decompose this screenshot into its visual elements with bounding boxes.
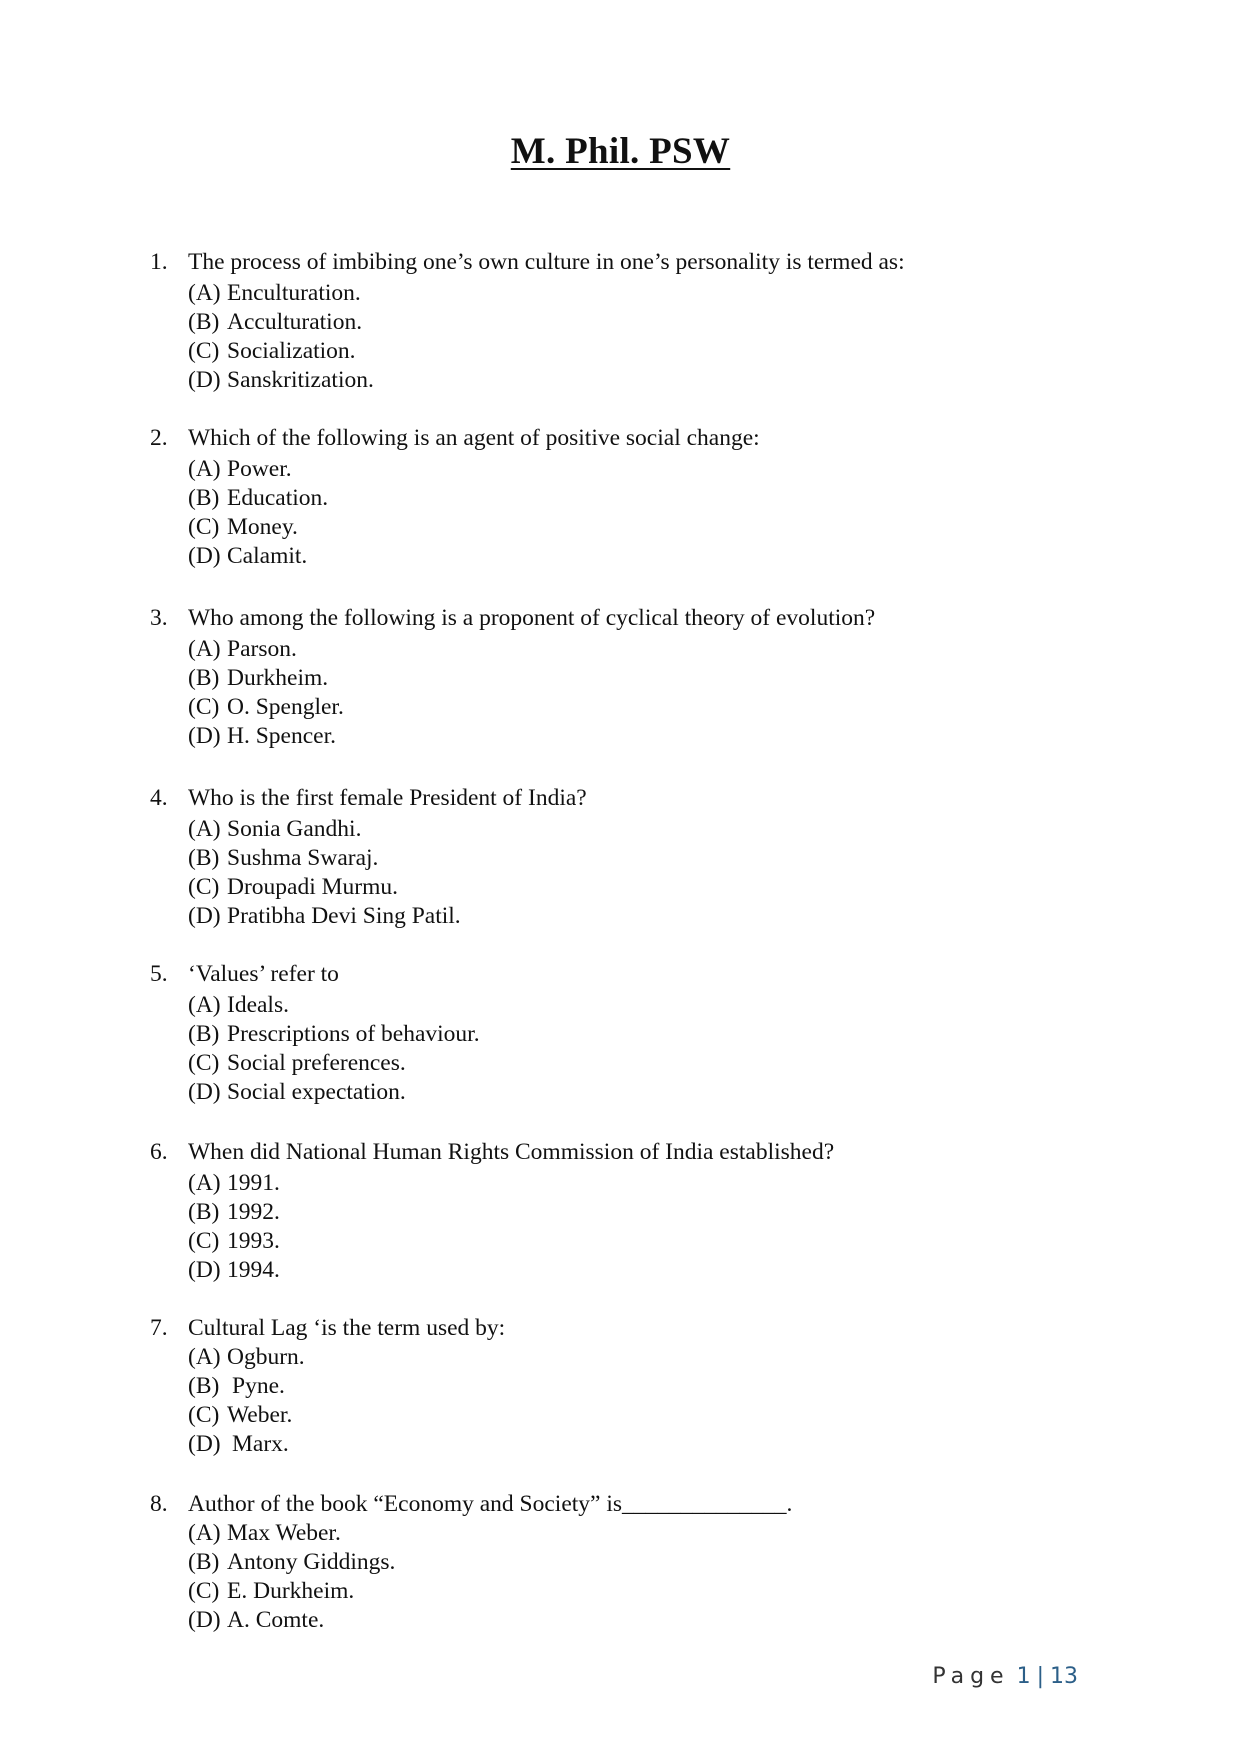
option-text: O. Spengler. xyxy=(227,694,344,720)
option-text: Sonia Gandhi. xyxy=(227,816,362,842)
page-number: 1 xyxy=(1016,1664,1031,1689)
page-footer xyxy=(932,1664,1078,1689)
question-text: The process of imbibing one’s own culture in one’s personality is termed as: xyxy=(188,249,905,275)
option-text: 1992. xyxy=(227,1199,280,1225)
option-label: (B) xyxy=(188,309,220,335)
question-1 xyxy=(150,248,1100,395)
option-text: Ideals. xyxy=(227,992,289,1018)
question-stem xyxy=(150,424,1100,455)
question-4 xyxy=(150,784,1100,931)
option-c xyxy=(188,1227,1100,1256)
question-number: 6. xyxy=(150,1139,168,1165)
option-label: (A) xyxy=(188,456,221,482)
option-c xyxy=(188,693,1100,722)
option-a xyxy=(188,279,1100,308)
option-label: (D) xyxy=(188,903,221,929)
option-text: 1991. xyxy=(227,1170,280,1196)
question-stem xyxy=(150,1490,1100,1519)
option-label: (D) xyxy=(188,723,221,749)
option-text: Pyne. xyxy=(232,1373,285,1399)
option-text: Max Weber. xyxy=(227,1520,341,1546)
option-d xyxy=(188,1430,1100,1459)
option-text: Education. xyxy=(227,485,329,511)
option-label: (A) xyxy=(188,1344,221,1370)
question-text: ‘Values’ refer to xyxy=(188,961,339,987)
option-text: Sushma Swaraj. xyxy=(227,845,379,871)
option-label: (A) xyxy=(188,816,221,842)
option-c xyxy=(188,1401,1100,1430)
option-text: H. Spencer. xyxy=(227,723,336,749)
option-text: Social preferences. xyxy=(227,1050,406,1076)
option-text: Money. xyxy=(227,514,298,540)
option-label: (C) xyxy=(188,1050,220,1076)
option-text: Sanskritization. xyxy=(227,367,374,393)
option-label: (A) xyxy=(188,1520,221,1546)
option-label: (D) xyxy=(188,1079,221,1105)
option-d xyxy=(188,366,1100,395)
option-text: Ogburn. xyxy=(227,1344,305,1370)
question-6 xyxy=(150,1138,1100,1285)
option-c xyxy=(188,513,1100,542)
option-list xyxy=(188,455,1100,571)
option-list xyxy=(188,1169,1100,1285)
option-a xyxy=(188,1519,1100,1548)
option-b xyxy=(188,308,1100,337)
option-text: Antony Giddings. xyxy=(227,1549,396,1575)
question-stem xyxy=(150,1314,1100,1343)
option-text: Prescriptions of behaviour. xyxy=(227,1021,480,1047)
question-stem xyxy=(150,1138,1100,1169)
question-stem xyxy=(150,784,1100,815)
option-a xyxy=(188,815,1100,844)
option-text: 1994. xyxy=(227,1257,280,1283)
question-stem xyxy=(150,248,1100,279)
question-number: 8. xyxy=(150,1491,168,1517)
option-list xyxy=(188,635,1100,751)
option-text: Socialization. xyxy=(227,338,356,364)
option-d xyxy=(188,542,1100,571)
option-label: (B) xyxy=(188,1021,220,1047)
page-word: Page xyxy=(932,1664,1010,1689)
option-label: (D) xyxy=(188,1607,221,1633)
option-a xyxy=(188,455,1100,484)
question-number: 7. xyxy=(150,1315,168,1341)
question-stem xyxy=(150,960,1100,991)
question-text: Which of the following is an agent of positive social change: xyxy=(188,425,760,451)
option-label: (D) xyxy=(188,543,221,569)
option-text: Acculturation. xyxy=(227,309,363,335)
option-label: (D) xyxy=(188,367,221,393)
option-label: (B) xyxy=(188,1199,220,1225)
option-text: Droupadi Murmu. xyxy=(227,874,399,900)
option-text: Social expectation. xyxy=(227,1079,406,1105)
option-a xyxy=(188,991,1100,1020)
option-c xyxy=(188,1049,1100,1078)
option-c xyxy=(188,873,1100,902)
option-label: (B) xyxy=(188,665,220,691)
question-text: Author of the book “Economy and Society” is______________. xyxy=(188,1491,793,1517)
option-a xyxy=(188,1343,1100,1372)
option-label: (D) xyxy=(188,1257,221,1283)
option-text: E. Durkheim. xyxy=(227,1578,355,1604)
option-label: (C) xyxy=(188,338,220,364)
option-b xyxy=(188,1548,1100,1577)
option-a xyxy=(188,635,1100,664)
option-list xyxy=(188,1343,1100,1459)
option-b xyxy=(188,484,1100,513)
option-list xyxy=(188,991,1100,1107)
question-text: Who among the following is a proponent of cyclical theory of evolution? xyxy=(188,605,876,631)
page-separator: | xyxy=(1036,1664,1044,1689)
option-label: (A) xyxy=(188,280,221,306)
option-label: (C) xyxy=(188,1228,220,1254)
option-b xyxy=(188,1372,1100,1401)
option-list xyxy=(188,1519,1100,1635)
option-b xyxy=(188,664,1100,693)
option-label: (A) xyxy=(188,636,221,662)
question-8 xyxy=(150,1490,1100,1635)
option-label: (C) xyxy=(188,694,220,720)
option-text: Pratibha Devi Sing Patil. xyxy=(227,903,461,929)
option-d xyxy=(188,1256,1100,1285)
option-text: Power. xyxy=(227,456,292,482)
question-text: Who is the first female President of India? xyxy=(188,785,587,811)
page-total: 13 xyxy=(1050,1664,1078,1689)
option-text: Durkheim. xyxy=(227,665,329,691)
option-list xyxy=(188,279,1100,395)
question-3 xyxy=(150,604,1100,751)
option-label: (A) xyxy=(188,992,221,1018)
option-a xyxy=(188,1169,1100,1198)
question-7 xyxy=(150,1314,1100,1459)
option-text: Enculturation. xyxy=(227,280,361,306)
option-text: Marx. xyxy=(232,1431,289,1457)
option-b xyxy=(188,1198,1100,1227)
option-d xyxy=(188,902,1100,931)
question-stem xyxy=(150,604,1100,635)
question-text: Cultural Lag ‘is the term used by: xyxy=(188,1315,506,1341)
option-text: Calamit. xyxy=(227,543,308,569)
question-number: 2. xyxy=(150,425,168,451)
option-label: (C) xyxy=(188,1402,220,1428)
option-d xyxy=(188,722,1100,751)
question-number: 4. xyxy=(150,785,168,811)
page-title: M. Phil. PSW xyxy=(510,131,731,172)
option-c xyxy=(188,337,1100,366)
question-number: 3. xyxy=(150,605,168,631)
option-label: (A) xyxy=(188,1170,221,1196)
option-d xyxy=(188,1078,1100,1107)
option-label: (B) xyxy=(188,1373,220,1399)
option-text: Parson. xyxy=(227,636,297,662)
option-d xyxy=(188,1606,1100,1635)
option-text: A. Comte. xyxy=(227,1607,325,1633)
question-number: 5. xyxy=(150,961,168,987)
option-label: (D) xyxy=(188,1431,221,1457)
question-text: When did National Human Rights Commission of India established? xyxy=(188,1139,835,1165)
option-label: (C) xyxy=(188,874,220,900)
option-text: Weber. xyxy=(227,1402,293,1428)
option-text: 1993. xyxy=(227,1228,280,1254)
option-c xyxy=(188,1577,1100,1606)
option-list xyxy=(188,815,1100,931)
option-b xyxy=(188,844,1100,873)
option-label: (C) xyxy=(188,514,220,540)
question-5 xyxy=(150,960,1100,1107)
option-label: (B) xyxy=(188,845,220,871)
option-b xyxy=(188,1020,1100,1049)
question-2 xyxy=(150,424,1100,571)
option-label: (C) xyxy=(188,1578,220,1604)
option-label: (B) xyxy=(188,1549,220,1575)
question-number: 1. xyxy=(150,249,168,275)
option-label: (B) xyxy=(188,485,220,511)
